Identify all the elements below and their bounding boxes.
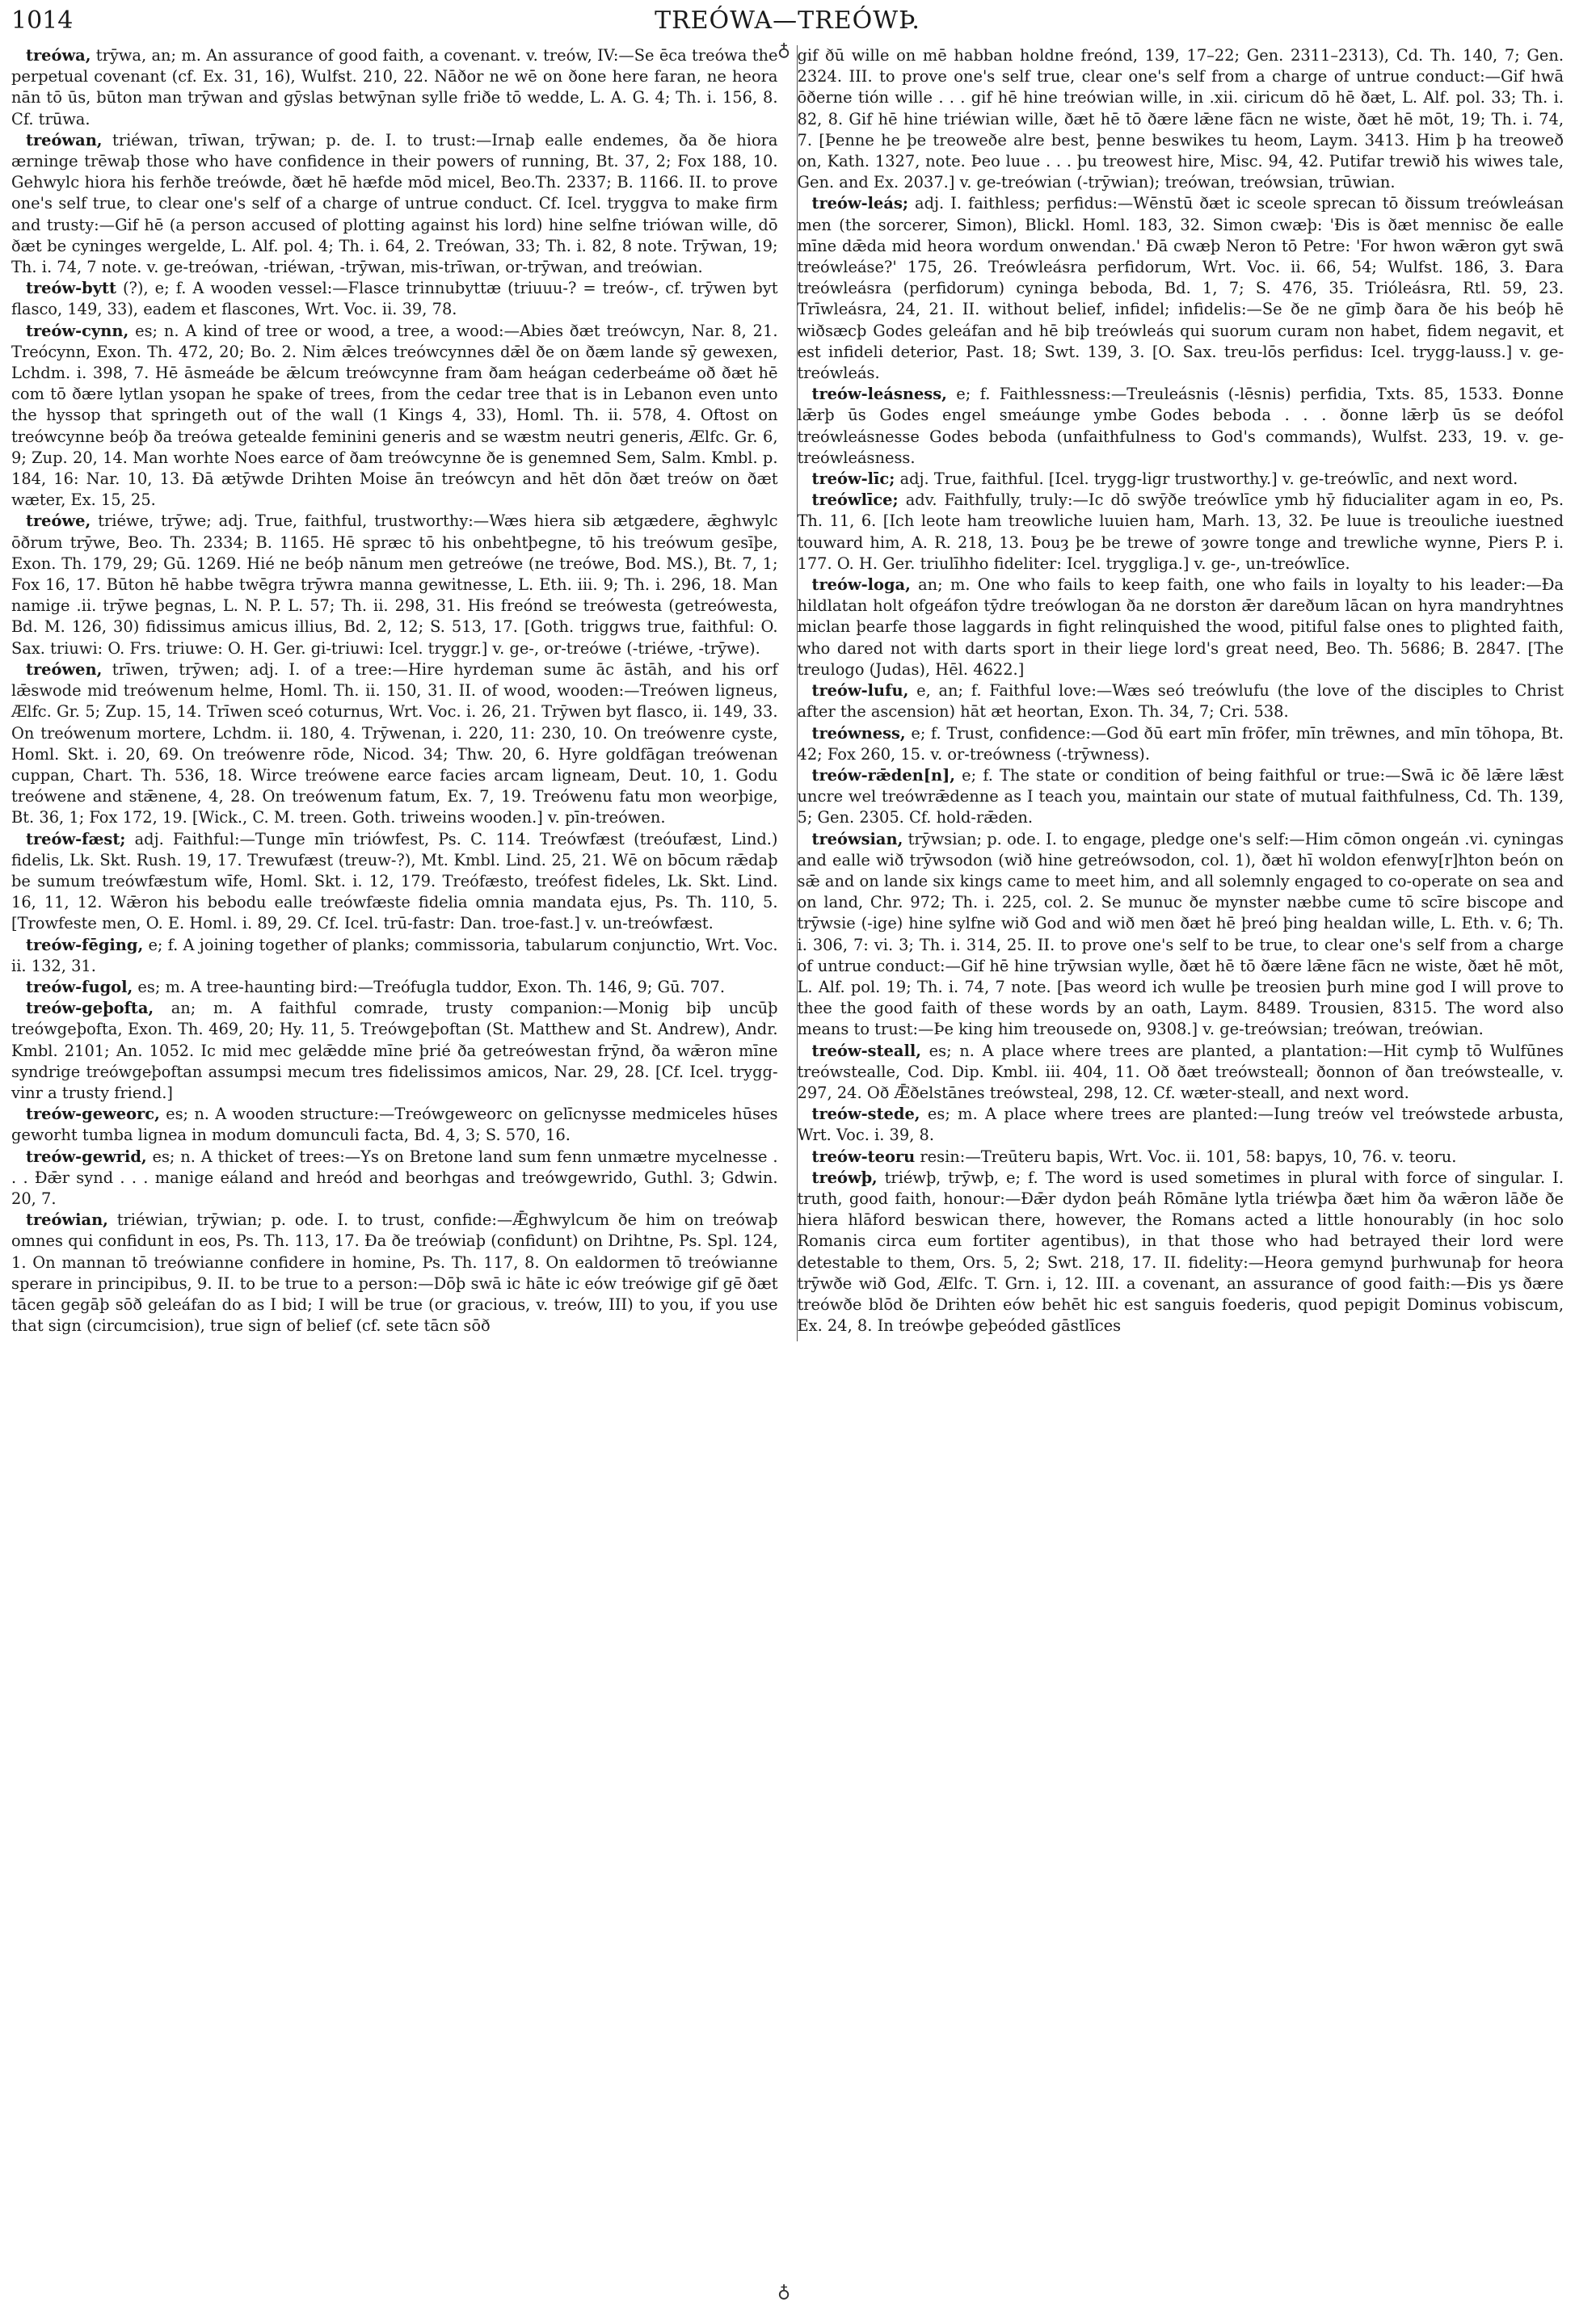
entry-headword: treów-fēging, xyxy=(26,935,144,954)
dictionary-entry xyxy=(11,659,778,829)
entry-headword: treówen, xyxy=(26,659,103,679)
column-ornament-top: ♁ xyxy=(777,40,791,61)
entry-text: es; n. A kind of tree or wood, a tree, a wood:—Abies ðæt treówcyn, Nar. 8, 21. Treócynn, Exon. Th. 472, 20; Bo. 2. Nim ǣlces treówcynnes dǣl ðe on ðæm lande sȳ gewexen, Lchdm. i. 398, 7. Hē āsmeáde be ǣlcum treówcynne fram ðam heágan cederbeáme oð ðæt hē com tō ðære lytlan ysopan he spake of trees, from the cedar tree that is in Lebanon even unto the hyssop that springeth out of the wall (1 Kings 4, 33), Homl. Th. ii. 578, 4. Oftost on treówcynne beóþ ða treówa getealde feminini generis and se wæstm neutri generis, Ælfc. Gr. 6, 9; Zup. 20, 14. Man worhte Noes earce of ðam treówcynne ðe is genemned Sem, Salm. Kmbl. p. 184, 16: Nar. 10, 13. Ðā ætȳwde Drihten Moise ān treówcyn and hēt dōn ðæt treów on ðæt wæter, Ex. 15, 25. xyxy=(11,321,778,510)
page-header xyxy=(11,6,1564,45)
entry-headword: treów-rǣden[n], xyxy=(811,765,955,785)
entry-text: adj. Faithful:—Tunge mīn triówfest, Ps. C. 114. Treówfæst (treóufæst, Lind.) fidelis, Lk. Skt. Rush. 19, 17. Trewufæst (treuw-?), Mt. Kmbl. Lind. 25, 21. Wē on bōcum rǣdaþ be sumum treówfæstum wīfe, Homl. Skt. i. 12, 179. Treófæsto, treófest fideles, Lk. Skt. Lind. 16, 11, 12. Wǣron his bebodu ealle treówfæste fidelia omnia mandata ejus, Ps. Th. 110, 5. [Trowfeste men, O. E. Homl. i. 89, 29. Cf. Icel. trū-fastr: Dan. troe-fast.] v. un-treówfæst. xyxy=(11,829,778,933)
entry-headword: treów-leás; xyxy=(811,194,909,213)
column-divider xyxy=(797,45,798,1341)
entry-text: triéwan, trīwan, trȳwan; p. de. I. to trust:—Irnaþ ealle endemes, ða ðe hiora ærninge trēwaþ those who have confidence in their powers of running, Bt. 37, 2; Fox 188, 10. Gehwylc hiora his ferhðe treówde, ðæt hē hæfde mōd micel, Beo.Th. 2337; B. 1166. II. to prove one's self true, to clear one's self of a charge of untrue conduct. Cf. Icel. tryggva to make firm and trusty:—Gif hē (a person accused of plotting against his lord) hine selfne triówan wille, dō ðæt be cyninges wergelde, L. Alf. pol. 4; Th. i. 64, 2. Treówan, 33; Th. i. 82, 8 note. Trȳwan, 19; Th. i. 74, 7 note. v. ge-treówan, -triéwan, -trȳwan, mis-trīwan, or-trȳwan, and treówian. xyxy=(11,130,778,277)
entry-headword: treów-geweorc, xyxy=(26,1105,160,1124)
entry-text: (?), e; f. A wooden vessel:—Flasce trinnubyttæ (triuuu-? = treów-, cf. trȳwen byt flasco, 149, 33), eadem et flascones, Wrt. Voc. ii. 39, 78. xyxy=(11,279,778,319)
entry-headword: treów-leásness, xyxy=(811,385,947,404)
entry-headword: treów-loga, xyxy=(811,575,911,595)
entry-text: e; f. A joining together of planks; commissoria, tabularum conjunctio, Wrt. Voc. ii. 132, 31. xyxy=(11,935,778,975)
dictionary-entry xyxy=(798,1041,1564,1105)
entry-headword: treów-cynn, xyxy=(26,321,129,340)
dictionary-entry xyxy=(11,998,778,1104)
entry-headword: treów-steall, xyxy=(811,1041,921,1060)
entry-text: adj. I. faithless; perfidus:—Wēnstū ðæt ic sceole sprecan tō ðissum treówleásan men (the sorcerer, Simon), Blickl. Homl. 183, 32. Simon cwæþ: 'Ðis is ðæt mennisc ðe ealle mīne dǣda mid heora wordum onwendan.' Ðā cwæþ Neron tō Petre: 'For hwon wǣron gyt swā treówleáse?' 175, 26. Treówleásra perfidorum, Wrt. Voc. ii. 66, 54; Wulfst. 186, 3. Ðara treówleásra (perfidorum) cyninga beboda, Bd. 1, 7; S. 476, 35. Trióleásra, Rtl. 59, 23. Trīwleásra, 24, 21. II. without belief, infidel; infidelis:—Se ðe ne gīmþ ðara ðe his beóþ hē wiðsæcþ Godes geleáfan and hē biþ treówleás qui suorum curam non habet, fidem negavit, et est infideli deterior, Past. 18; Swt. 139, 3. [O. Sax. treu-lōs perfidus: Icel. trygg-lauss.] v. ge-treówleás. xyxy=(797,194,1564,383)
entry-text: es; n. A thicket of trees:—Ys on Bretone land sum fenn unmætre mycelnesse . . . Ðǣr synd . . . manige eáland and hreód and beorhgas and treówgewrido, Guthl. 3; Gdwin. 20, 7. xyxy=(11,1147,778,1208)
page-number: 1014 xyxy=(11,6,74,35)
dictionary-entry xyxy=(11,1147,778,1210)
entry-headword: treówian, xyxy=(26,1210,108,1230)
entry-headword: treów-gewrid, xyxy=(26,1147,147,1166)
entry-headword: treów-stede, xyxy=(811,1105,920,1124)
entry-text: trȳwsian; p. ode. I. to engage, pledge one's self:—Him cōmon ongeán .vi. cyningas and ealle wið trȳwsodon (wið hine getreówsodon, col. 1), ðæt hī woldon efenwy[r]hton beón on sǣ and on lande six kings came to meet him, and all solemnly engaged to co-operate on sea and on land, Chr. 972; Th. i. 225, col. 2. Se munuc ðe mynster næbbe cume tō scīre biscope and trȳwsie (-ige) hine sylfne wið God and wið men ðæt hē þreó þing healdan wille, L. Eth. v. 6; Th. i. 306, 7: vi. 3; Th. i. 314, 25. II. to prove one's self to be true, to clear one's self from a charge of untrue conduct:—Gif hē hine trȳwsian wylle, ðæt hē tō ðære lǣne fācn ne wiste, ðæt hē mōt, L. Alf. pol. 19; Th. i. 74, 7 note. [Þas weord ich wulle þe treosien þurh mine god I will prove to thee the good faith of these words by an oath, Laym. 8489. Trousien, 8315. The word also means to trust:—Þe king him treousede on, 9308.] v. ge-treówsian; treówan, treówian. xyxy=(797,829,1564,1039)
entry-text: es; m. A place where trees are planted:—Iung treów vel treówstede arbusta, Wrt. Voc. i. 39, 8. xyxy=(797,1105,1564,1145)
entry-headword: treów-līc; xyxy=(811,469,895,489)
dictionary-entry xyxy=(798,575,1564,680)
entry-text: adv. Faithfully, truly:—Ic dō swȳðe treówlīce ymb hȳ fiducialiter agam in eo, Ps. Th. 11, 6. [Ich leote ham treowliche luuien ham, Marh. 13, 32. Þe luue is treouliche iuestned touward him, A. R. 218, 13. Þouȝ þe be trewe of ȝowre tonge and trewliche wynne, Piers P. i. 177. O. H. Ger. triulīhho fideliter: Icel. tryggliga.] v. ge-, un-treówlīce. xyxy=(797,490,1564,573)
entry-text: resin:—Treūteru bapis, Wrt. Voc. ii. 101, 58: bapys, 10, 76. v. teoru. xyxy=(920,1147,1457,1166)
entry-text: e; f. The state or condition of being faithful or true:—Swā ic ðē lǣre lǣst uncre wel treówrǣdenne as I teach you, maintain our state of mutual faithfulness, Cd. Th. 139, 5; Gen. 2305. Cf. hold-rǣden. xyxy=(797,765,1564,827)
entry-headword: treówness, xyxy=(811,723,906,743)
dictionary-entry xyxy=(11,511,778,659)
entry-text: e; f. Trust, confidence:—God ðū eart mīn frōfer, mīn trēwnes, and mīn tōhopa, Bt. 42; Fox 260, 15. v. or-treówness (-trȳwness). xyxy=(797,723,1564,764)
entry-headword: treów-lufu, xyxy=(811,681,909,701)
entry-headword: treówan, xyxy=(26,130,103,149)
entry-text: es; n. A place where trees are planted, a plantation:—Hit cymþ tō Wulfūnes treówstealle, Cod. Dip. Kmbl. iii. 404, 11. Oð ðæt treówsteall; ðonnon of ðan treówstealle, v. 297, 24. Oð Ǣðelstānes treówsteal, 298, 12. Cf. wæter-steall, and next word. xyxy=(797,1041,1564,1102)
entry-text: triéwþ, trȳwþ, e; f. The word is used sometimes in plural with force of singular. I. truth, good faith, honour:—Ðǣr dydon þeáh Rōmāne lytla triéwþa ðæt him ða wǣron lāðe ðe hiera hlāford beswican there, however, the Romans acted a little honourably (in hoc solo Romanis circa eum fortiter agentibus), in that those who had betrayed their lord were detestable to them, Ors. 5, 2; Swt. 218, 17. II. fidelity:—Heora gemynd þurhwunaþ for heora trȳwðe wið God, Ælfc. T. Grn. i, 12. III. a covenant, an assurance of good faith:—Ðis ys ðære treówðe blōd ðe Drihten eów behēt hic est sanguis foederis, quod pepigit Dominus vobiscum, Ex. 24, 8. In treówþe geþeóded gāstlīces xyxy=(797,1168,1564,1336)
entry-text: es; n. A wooden structure:—Treówgeweorc on gelīcnysse medmiceles hūses geworht tumba lignea in modum domunculi facta, Bd. 4, 3; S. 570, 16. xyxy=(11,1105,778,1145)
entry-text: triéwe, trȳwe; adj. True, faithful, trustworthy:—Wæs hiera sib ætgædere, ǣghwylc ōðrum trȳwe, Beo. Th. 2334; B. 1165. Hē spræc tō his onbehtþegne, tō his treówum gesīþe, Exon. Th. 179, 29; Gū. 1269. Hié ne beóþ nānum men getreówe (ne treówe, Bod. MS.), Bt. 7, 1; Fox 16, 17. Būton hē habbe twēgra trȳwra manna gewitnesse, L. Eth. iii. 9; Th. i. 296, 18. Man namige .ii. trȳwe þegnas, L. N. P. L. 57; Th. ii. 298, 31. His freónd se treówesta (getreówesta, Bd. M. 126, 30) fidissimus amicus illius, Bd. 2, 12; S. 513, 17. [Goth. triggws true, faithful: O. Sax. triuwi: O. Frs. triuwe: O. H. Ger. gi-triuwi: Icel. tryggr.] v. ge-, or-treówe (-triéwe, -trȳwe). xyxy=(11,511,778,658)
entry-headword: treówþ, xyxy=(811,1168,878,1187)
dictionary-entry xyxy=(11,130,778,278)
entry-text: triéwian, trȳwian; p. ode. I. to trust, confide:—Ǣghwylcum ðe him on treówaþ omnes qui confidunt in eos, Ps. Th. 113, 17. Ða ðe treówiaþ (confidunt) on Drihtne, Ps. Spl. 124, 1. On mannan tō treówianne confidere in homine, Ps. Th. 117, 8. On ealdormen tō treówianne sperare in principibus, 9. II. to be true to a person:—Dōþ swā ic hāte ic eów treówige gif gē ðæt tācen gegāþ sōð geleáfan do as I bid; I will be true (or gracious, v. treów, III) to you, if you use that sign (circumcision), true sign of belief (cf. sete tācn sōð xyxy=(11,1210,778,1336)
dictionary-entry xyxy=(798,384,1564,469)
dictionary-entry xyxy=(11,321,778,511)
right-column xyxy=(798,45,1564,1337)
entry-text: gif ðū wille on mē habban holdne freónd, 139, 17–22; Gen. 2311–2313), Cd. Th. 140, 7; Gen. 2324. III. to prove one's self true, clear one's self from a charge of untrue conduct:—Gif hwā ōðerne tión wille . . . gif hē hine treówian wille, in .xii. ciricum dō hē ðæt, L. Alf. pol. 33; Th. i. 82, 8. Gif hē hine triéwian wille, ðæt hē tō ðære lǣne fācn ne wiste, ðæt hē mōt, 19; Th. i. 74, 7. [Þenne he þe treoweðe alre best, þenne beswikes tu heom, Laym. 3413. Him þ ha treoweð on, Kath. 1327, note. Þeo luue . . . þu treowest hire, Misc. 94, 42. Putifar trewið his wiwes tale, Gen. and Ex. 2037.] v. ge-treówian (-trȳwian); treówan, treówsian, trūwian. xyxy=(797,46,1564,192)
entry-text: an; m. One who fails to keep faith, one who fails in loyalty to his leader:—Ða hildlatan holt ofgeáfon tȳdre treówlogan ða ne dorston ǣr dareðum lācan on hyra mandryhtnes miclan þearfe those laggards in fight relinquished the wood, pitiful false ones to plighted faith, who dared not with darts sport in their liege lord's great need, Beo. Th. 5686; B. 2847. [The treulogo (Judas), Hēl. 4622.] xyxy=(797,575,1564,679)
dictionary-entry xyxy=(798,680,1564,722)
entry-headword: treówa, xyxy=(26,46,91,65)
dictionary-entry xyxy=(798,1104,1564,1146)
running-head: TREÓWA—TREÓWÞ. xyxy=(655,6,920,35)
dictionary-entry xyxy=(798,1147,1564,1168)
entry-headword: treów-geþofta, xyxy=(26,999,154,1018)
entry-headword: treów-bytt xyxy=(26,279,116,298)
entry-text: adj. True, faithful. [Icel. trygg-ligr trustworthy.] v. ge-treówlīc, and next word. xyxy=(899,469,1518,489)
entry-headword: treów-fæst; xyxy=(26,829,126,848)
dictionary-entry xyxy=(798,469,1564,490)
column-ornament-bottom: ♁ xyxy=(777,2282,791,2302)
left-column xyxy=(11,45,778,1337)
entry-headword: treówe, xyxy=(26,511,91,531)
dictionary-entry xyxy=(11,935,778,977)
dictionary-entry xyxy=(11,829,778,935)
dictionary-entry xyxy=(11,45,778,130)
entry-headword: treów-teoru xyxy=(811,1147,916,1166)
entry-text: e, an; f. Faithful love:—Wæs seó treówlufu (the love of the disciples to Christ after the ascension) hāt æt heortan, Exon. Th. 34, 7; Cri. 538. xyxy=(797,681,1564,722)
entry-text: e; f. Faithlessness:—Treuleásnis (-lēsnis) perfidia, Txts. 85, 1533. Ðonne lǣrþ ūs Godes engel smeáunge ymbe Godes beboda . . . ðonne lǣrþ ūs se deófol treówleásnesse Godes beboda (unfaithfulness to God's commands), Wulfst. 233, 19. v. ge-treówleásness. xyxy=(797,385,1564,467)
dictionary-entry xyxy=(11,977,778,998)
entry-headword: treów-fugol, xyxy=(26,977,133,996)
dictionary-entry xyxy=(798,193,1564,384)
entry-text: an; m. A faithful comrade, trusty companion:—Monig biþ uncūþ treówgeþofta, Exon. Th. 469, 20; Hy. 11, 5. Treówgeþoftan (St. Matthew and St. Andrew), Andr. Kmbl. 2101; An. 1052. Ic mid mec gelǣdde mīne þrié ða getreówestan frȳnd, ða wǣron mīne syndrige treówgeþoftan assumpsi mecum tres fidelissimos amicos, Nar. 29, 28. [Cf. Icel. trygg-vinr a trusty friend.] xyxy=(11,999,778,1102)
dictionary-columns xyxy=(11,45,1564,1337)
dictionary-entry xyxy=(798,829,1564,1041)
entry-headword: treówlīce; xyxy=(811,490,899,510)
dictionary-entry xyxy=(11,1210,778,1337)
dictionary-entry xyxy=(798,723,1564,765)
dictionary-entry xyxy=(11,1104,778,1146)
entry-text: trȳwa, an; m. An assurance of good faith, a covenant. v. treów, IV:—Se ēca treówa the perpetual covenant (cf. Ex. 31, 16), Wulfst. 210, 22. Nāðor ne wē on ðone here faran, ne heora nān tō ūs, būton man trȳwan and gȳslas betwȳnan sylle friðe tō wedde, L. A. G. 4; Th. i. 156, 8. Cf. trūwa. xyxy=(11,46,778,128)
dictionary-entry xyxy=(798,45,1564,193)
dictionary-entry xyxy=(11,278,778,320)
dictionary-entry xyxy=(798,490,1564,575)
entry-headword: treówsian, xyxy=(811,829,903,848)
dictionary-entry xyxy=(798,1168,1564,1337)
dictionary-entry xyxy=(798,765,1564,829)
entry-text: trīwen, trȳwen; adj. I. of a tree:—Hire hyrdeman sume āc āstāh, and his orf lǣswode mid treówenum helme, Homl. Th. ii. 150, 31. II. of wood, wooden:—Treówen ligneus, Ælfc. Gr. 5; Zup. 15, 14. Trīwen sceó coturnus, Wrt. Voc. i. 26, 21. Trȳwen byt flasco, ii. 149, 33. On treówenum mortere, Lchdm. ii. 180, 4. Trȳwenan, i. 220, 11: 230, 10. On treówenre cyste, Homl. Skt. i. 20, 69. On treówenre rōde, Nicod. 34; Thw. 20, 6. Hyre goldfāgan treówenan cuppan, Chart. Th. 536, 18. Wirce treówene earce facies arcam ligneam, Deut. 10, 1. Godu treówene and stǣnene, 4, 28. On treówenum fatum, Ex. 7, 19. Treówenu fatu mon weorþige, Bt. 36, 1; Fox 172, 19. [Wick., C. M. treen. Goth. triweins wooden.] v. pīn-treówen. xyxy=(11,659,778,827)
entry-text: es; m. A tree-haunting bird:—Treófugla tuddor, Exon. Th. 146, 9; Gū. 707. xyxy=(137,977,726,996)
